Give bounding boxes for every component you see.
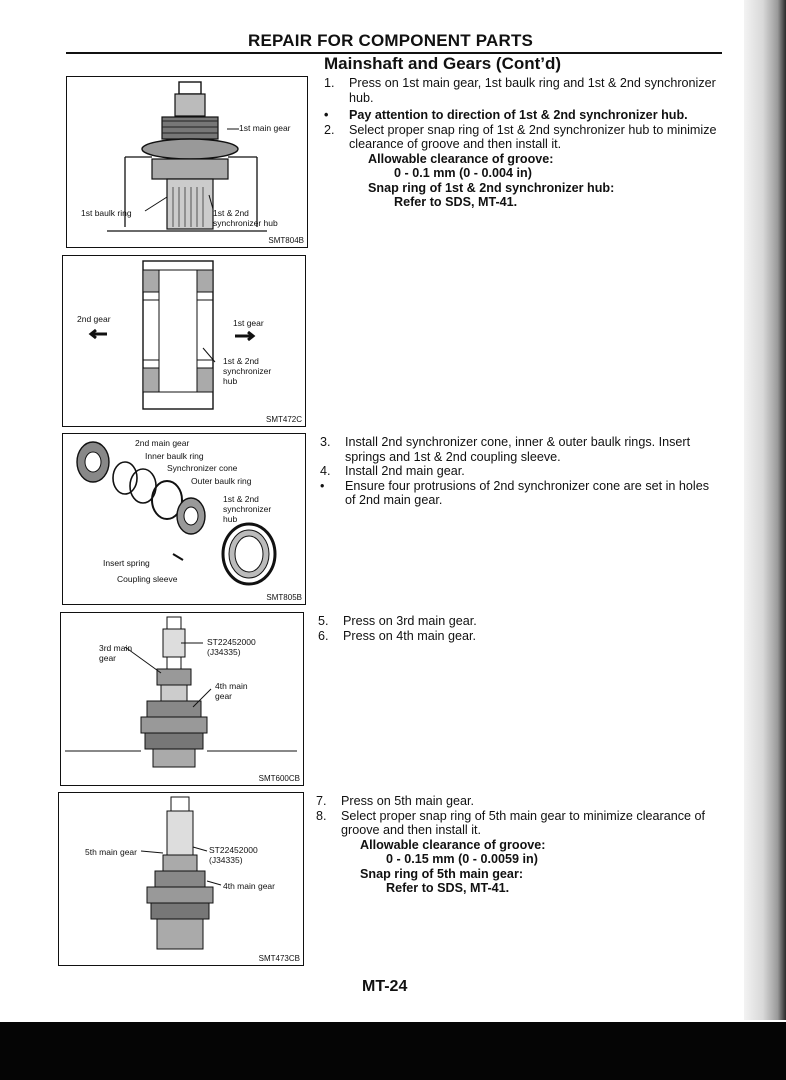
- procedure-block-2: [320, 435, 720, 508]
- label-5th-main-gear: 5th main gear: [85, 847, 137, 857]
- figure-smt600cb: [60, 612, 304, 786]
- spec-snap-ring-value: Refer to SDS, MT-41.: [386, 881, 510, 895]
- label-synchronizer-hub: 1st & 2nd synchronizer hub: [223, 356, 272, 386]
- spec-snap-ring-heading: Snap ring of 5th main gear:: [360, 866, 524, 881]
- procedure-block-3: [318, 614, 718, 643]
- figure-smt805b: [62, 433, 306, 605]
- label-synchronizer-hub: 1st & 2nd synchronizer hub: [213, 208, 278, 228]
- label-3rd-main-gear: 3rd main gear: [99, 643, 133, 663]
- label-4th-main-gear: 4th main gear: [223, 881, 275, 891]
- label-inner-baulk-ring: Inner baulk ring: [145, 451, 204, 461]
- step-4: 4. Install 2nd main gear.: [320, 464, 465, 478]
- label-4th-main-gear: 4th main gear: [215, 681, 248, 701]
- label-outer-baulk-ring: Outer baulk ring: [191, 476, 252, 486]
- note-1: • Pay attention to direction of 1st & 2nd synchronizer hub.: [324, 108, 688, 122]
- figure-smt472c-drawing: [63, 256, 305, 426]
- figure-code: SMT804B: [268, 236, 304, 245]
- section-title: Mainshaft and Gears (Cont’d): [324, 54, 562, 73]
- step-2: 2. Select proper snap ring of 1st & 2nd synchronizer hub to minimize clearance of groove and then install it.: [324, 122, 717, 151]
- figure-code: SMT600CB: [258, 774, 300, 783]
- figure-smt472c: [62, 255, 306, 427]
- scan-bottom-band: [0, 1022, 786, 1080]
- page-number: MT-24: [362, 978, 408, 995]
- binder-edge: [744, 0, 786, 1020]
- label-1st-gear: 1st gear: [233, 318, 264, 328]
- step-8: 8. Select proper snap ring of 5th main gear to minimize clearance of groove and then install it.: [316, 808, 706, 837]
- page-header-title: REPAIR FOR COMPONENT PARTS: [248, 31, 534, 50]
- spec-clearance-value: 0 - 0.15 mm (0 - 0.0059 in): [386, 852, 538, 866]
- label-1st-baulk-ring: 1st baulk ring: [81, 208, 132, 218]
- figure-smt473cb: [58, 792, 304, 966]
- spec-clearance-value: 0 - 0.1 mm (0 - 0.004 in): [394, 166, 532, 180]
- figure-code: SMT805B: [266, 593, 302, 602]
- note-2: • Ensure four protrusions of 2nd synchronizer cone are set in holes of 2nd main gear.: [320, 478, 710, 507]
- label-2nd-main-gear: 2nd main gear: [135, 438, 190, 448]
- label-tool-st22452000: ST22452000 (J34335): [209, 845, 258, 865]
- figure-smt473cb-drawing: [59, 793, 303, 965]
- step-1: 1. Press on 1st main gear, 1st baulk ring and 1st & 2nd synchronizer hub.: [324, 76, 716, 105]
- label-synchronizer-cone: Synchronizer cone: [167, 463, 238, 473]
- label-coupling-sleeve: Coupling sleeve: [117, 574, 178, 584]
- figure-code: SMT472C: [265, 415, 302, 424]
- spec-clearance-heading: Allowable clearance of groove:: [360, 837, 546, 852]
- step-6: 6. Press on 4th main gear.: [318, 628, 477, 643]
- figure-smt600cb-drawing: [61, 613, 303, 785]
- spec-snap-ring-value: Refer to SDS, MT-41.: [394, 195, 518, 209]
- label-1st-main-gear: 1st main gear: [239, 123, 291, 133]
- procedure-block-4: [316, 794, 716, 896]
- label-insert-spring: Insert spring: [103, 558, 150, 568]
- step-5: 5. Press on 3rd main gear.: [318, 614, 477, 628]
- step-3: 3. Install 2nd synchronizer cone, inner & outer baulk rings. Insert springs and 1st & 2nd coupling sleeve.: [320, 435, 691, 464]
- procedure-block-1: [324, 76, 724, 210]
- label-synchronizer-hub: 1st & 2nd synchronizer hub: [223, 494, 272, 524]
- step-7: 7. Press on 5th main gear.: [316, 794, 475, 808]
- spec-snap-ring-heading: Snap ring of 1st & 2nd synchronizer hub:: [368, 180, 615, 195]
- label-2nd-gear: 2nd gear: [77, 314, 111, 324]
- figure-code: SMT473CB: [258, 954, 300, 963]
- label-tool-st22452000: ST22452000 (J34335): [207, 637, 256, 657]
- figure-smt804b: [66, 76, 308, 248]
- spec-clearance-heading: Allowable clearance of groove:: [368, 151, 554, 166]
